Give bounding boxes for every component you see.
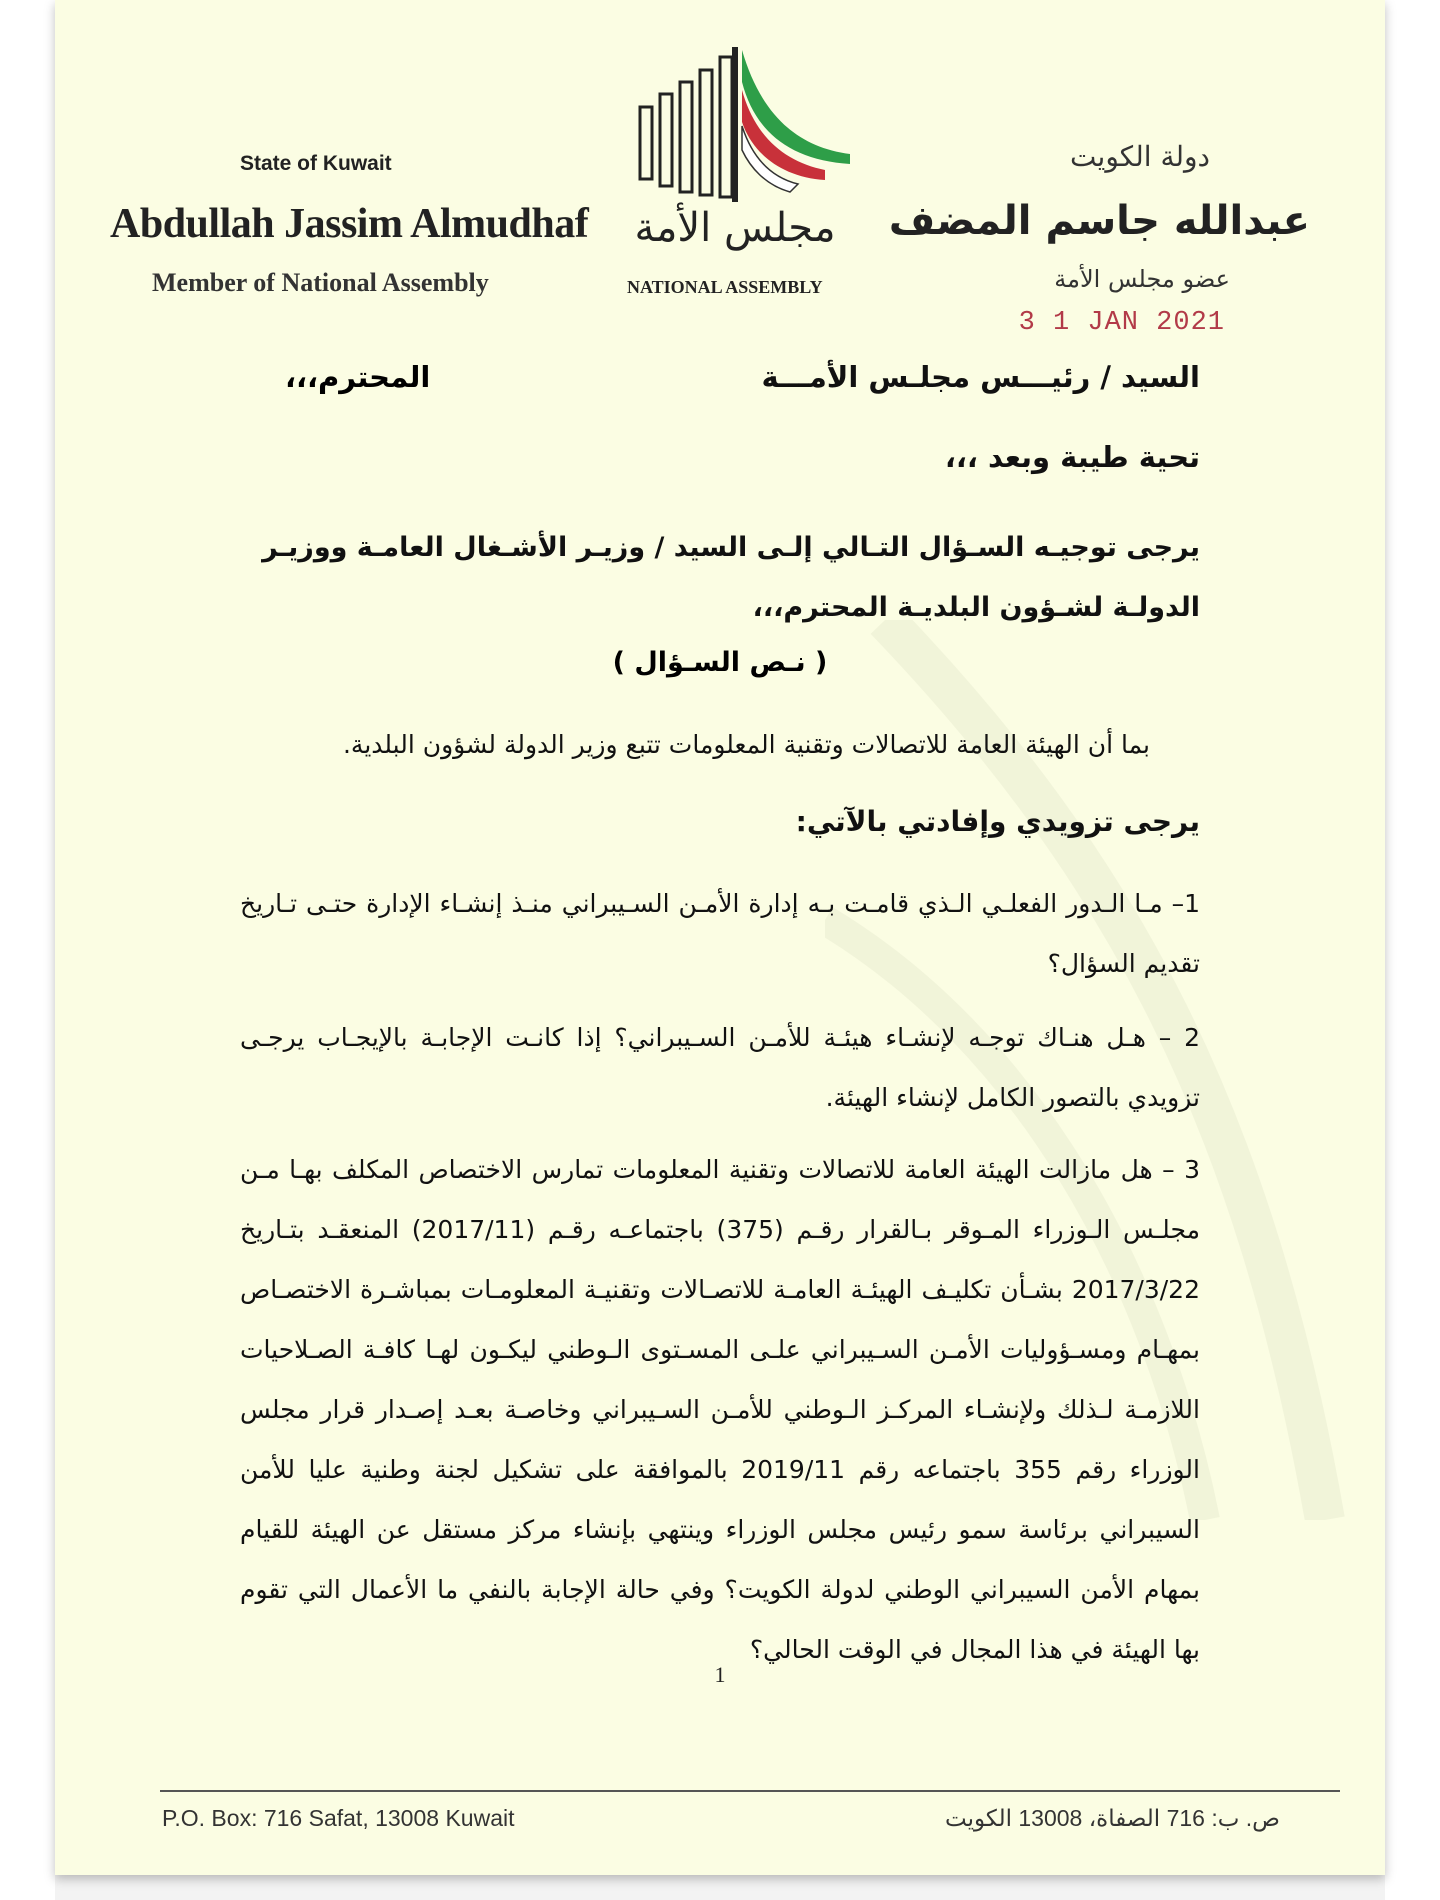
question-title: ( نـص السـؤال ) <box>612 647 828 678</box>
member-name-en: Abdullah Jassim Almudhaf <box>110 201 589 247</box>
member-name-ar: عبدالله جاسم المضف <box>888 198 1310 244</box>
request-paragraph: يرجى توجيـه السـؤال التـالي إلـى السيد / وزيـر الأشـغال العامـة ووزيـر الدولـة لشـؤون البلديـة المحترم،،، <box>262 532 1200 623</box>
footer-address-ar: ص. ب: 716 الصفاة، 13008 الكويت <box>945 1805 1280 1831</box>
question-item-3: 3 – هل مازالت الهيئة العامة للاتصالات وتقنية المعلومات تمارس الاختصاص المكلف بهـا مـن مجلـس الـوزراء المـوقر بـالقرار رقـم (375) باجتماعـه رقـم (2017/11) المنعقـد بتـاريخ 2017/3/22 بشـأن تكليـف الهيئـة العامـة للاتصـالات وتقنيـة المعلومـات بمباشـرة الاختصـاص بمهـام ومسـؤوليات الأمـن السـيبراني علـى المسـتوى الـوطني ليكـون لهـا كافـة الصـلاحيات اللازمـة لـذلك ولإنشـاء المركـز الـوطني للأمـن السـيبراني وخاصـة بعـد إصـدار قرار مجلس الوزراء رقم 355 باجتماعه رقم 2019/11 بالموافقة على تشكيل لجنة وطنية عليا للأمن السيبراني برئاسة سمو رئيس مجلس الوزراء وينتهي بإنشاء مركز مستقل عن الهيئة للقيام بمهام الأمن السيبراني الوطني لدولة الكويت؟ وفي حالة الإجابة بالنفي ما الأعمال التي تقوم بها الهيئة في هذا المجال في الوقت الحالي؟ <box>240 1155 1200 1664</box>
greeting: تحية طيبة وبعد ،،، <box>944 440 1200 474</box>
question-item-1: 1– مـا الـدور الفعلـي الـذي قامـت بـه إدارة الأمـن السـيبراني منـذ إنشـاء الإدارة حتـى تـاريخ تقديم السؤال؟ <box>240 889 1200 978</box>
please-provide-heading: يرجى تزويدي وإفادتي بالآتي: <box>795 805 1200 838</box>
member-role-ar: عضو مجلس الأمة <box>1054 265 1230 293</box>
question-item-2: 2 – هـل هنـاك توجـه لإنشـاء هيئـة للأمـن السـيبراني؟ إذا كانـت الإجابـة بالإيجـاب يرجـى تزويدي بالتصور الكامل لإنشاء الهيئة. <box>240 1023 1200 1112</box>
page-margin-right <box>1385 0 1440 1900</box>
logo-text-en: NATIONAL ASSEMBLY <box>627 277 823 297</box>
footer-address-en: P.O. Box: 716 Safat, 13008 Kuwait <box>162 1805 515 1831</box>
state-en: State of Kuwait <box>240 152 392 175</box>
member-role-en: Member of National Assembly <box>152 268 489 297</box>
logo-text-ar: مجلس الأمة <box>634 205 836 251</box>
document-page <box>55 0 1385 1875</box>
state-ar: دولة الكويت <box>1070 140 1210 173</box>
honorific: المحترم،،، <box>285 360 431 394</box>
page-margin-left <box>0 0 55 1900</box>
footer-divider <box>160 1790 1340 1792</box>
national-assembly-logo <box>620 42 900 302</box>
page-number: 1 <box>714 1662 726 1687</box>
addressee: السيد / رئيـــس مجلـس الأمـــة <box>761 360 1200 394</box>
intro-paragraph: بما أن الهيئة العامة للاتصالات وتقنية المعلومات تتبع وزير الدولة لشؤون البلدية. <box>342 730 1150 759</box>
date-stamp: 3 1 JAN 2021 <box>1018 308 1225 338</box>
